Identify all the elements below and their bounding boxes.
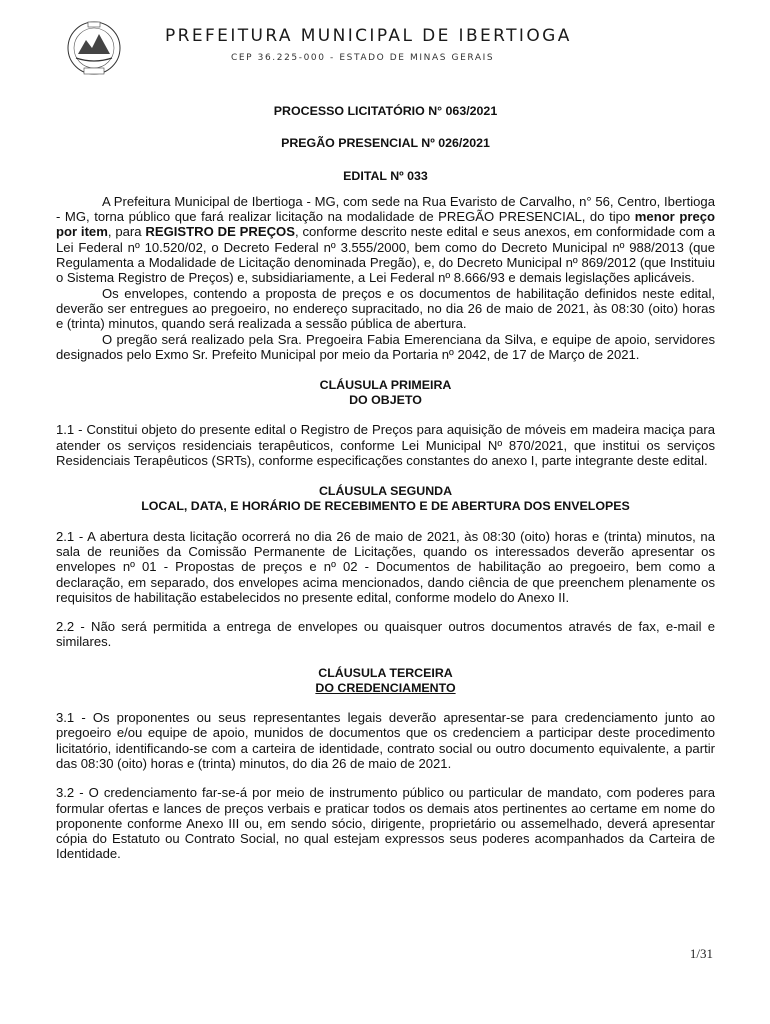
edital-title: EDITAL Nº 033	[343, 168, 428, 183]
intro-text-c: , para	[107, 224, 146, 240]
page-number: 1/31	[689, 946, 713, 961]
intro-text-a: A Prefeitura Municipal de Ibertioga - MG, com sede na Rua Evaristo de Carvalho, n° 56, Centro, Ibertioga - MG, torna público que fará realizar licitação na modalidade de PREGÃO PRESENCIAL, do tipo	[56, 193, 715, 225]
process-title: PROCESSO LICITATÓRIO N° 063/2021	[273, 104, 498, 118]
letterhead	[0, 0, 770, 92]
organization-title: PREFEITURA MUNICIPAL DE IBERTIOGA	[165, 26, 572, 46]
envelopes-paragraph: Os envelopes, contendo a proposta de preços e os documentos de habilitação definidos neste edital, deverão ser entregues ao pregoeiro, no endereço supracitado, no dia 26 de maio de 2021, às 08:30 (oito) horas e (trinta) minutos, quando será realizada a sessão pública de abertura.	[56, 285, 715, 332]
pregoeira-paragraph: O pregão será realizado pela Sra. Pregoeira Fabia Emerenciana da Silva, e equipe de apoio, servidores designados pelo Exmo Sr. Prefeito Municipal por meio da Portaria nº 2042, de 17 de Março de 2021.	[56, 331, 715, 362]
clause-two-item-2: 2.2 - Não será permitida a entrega de envelopes ou quaisquer outros documentos através de fax, e-mail e similares.	[56, 619, 715, 650]
clause-three-title: CLÁUSULA TERCEIRA	[318, 665, 453, 680]
clause-one-subtitle: DO OBJETO	[349, 393, 422, 408]
clause-one-title: CLÁUSULA PRIMEIRA	[319, 378, 452, 393]
clause-three-item-1: 3.1 - Os proponentes ou seus representantes legais deverão apresentar-se para credenciamento junto ao pregoeiro e/ou equipe de apoio, munidos de documentos que os credenciem a participar deste procedimento licitatório, identificando-se com a carteira de identidade, contrato social ou outro documento equivalente, a partir das 08:30 (oito) horas e (trinta) minutos, do dia 26 de maio de 2021.	[56, 710, 715, 771]
intro-text-e: , conforme descrito neste edital e seus anexos, em conformidade com a Lei Federal nº 10.520/02, o Decreto Federal nº 3.555/2000, bem como do Decreto Municipal nº 988/2013 (que Regulamenta a Modalidade de Licitação denominada Pregão), e, do Decreto Municipal nº 869/2012 (que Instituiu o Sistema Registro de Preços) e, subsidiariamente, a Lei Federal nº 8.666/93 e demais legislações aplicáveis.	[56, 224, 715, 286]
pregao-title: PREGÃO PRESENCIAL Nº 026/2021	[281, 136, 490, 151]
clause-two-subtitle: LOCAL, DATA, E HORÁRIO DE RECEBIMENTO E DE ABERTURA DOS ENVELOPES	[141, 499, 630, 514]
clause-three-item-2: 3.2 - O credenciamento far-se-á por meio de instrumento público ou particular de mandato, com poderes para formular ofertas e lances de preços verbais e praticar todos os demais atos pertinentes ao certame em nome do proponente conforme Anexo III ou, em sendo sócio, dirigente, proprietário ou assemelhado, deverá apresentar cópia do Estatuto ou Contrato Social, no qual estejam expressos seus poderes acompanhados da Carteira de Identidade.	[56, 785, 715, 862]
clause-two-title: CLÁUSULA SEGUNDA	[318, 484, 453, 499]
intro-bold-criteria: menor preço por item	[56, 209, 716, 240]
organization-subtitle: CEP 36.225-000 - ESTADO DE MINAS GERAIS	[231, 53, 495, 63]
intro-bold-registro: REGISTRO DE PREÇOS	[145, 224, 295, 240]
document-body	[56, 104, 715, 862]
clause-one-item-1: 1.1 - Constitui objeto do presente edital o Registro de Preços para aquisição de móveis em madeira maciça para atender os serviços residenciais terapêuticos, conforme Lei Municipal Nº 870/2021, que institui os serviços Residenciais Terapêuticos (SRTs), conforme especificações constantes do anexo I, parte integrante deste edital.	[56, 422, 715, 469]
clause-two-item-1: 2.1 - A abertura desta licitação ocorrerá no dia 26 de maio de 2021, às 08:30 (oito) horas e (trinta) minutos, na sala de reuniões da Comissão Permanente de Licitações, quando os interessados deverão apresentar os envelopes nº 01 - Propostas de preços e nº 02 - Documentos de habilitação ao pregoeiro, bem como a declaração, em separado, dos envelopes acima mencionados, dando ciência de que preenchem plenamente os requisitos de habilitação estabelecidos no presente edital, conforme modelo do Anexo II.	[56, 528, 715, 605]
municipal-coat-of-arms-logo	[64, 18, 124, 80]
intro-paragraph	[56, 194, 715, 286]
clause-three-subtitle: DO CREDENCIAMENTO	[315, 680, 456, 695]
